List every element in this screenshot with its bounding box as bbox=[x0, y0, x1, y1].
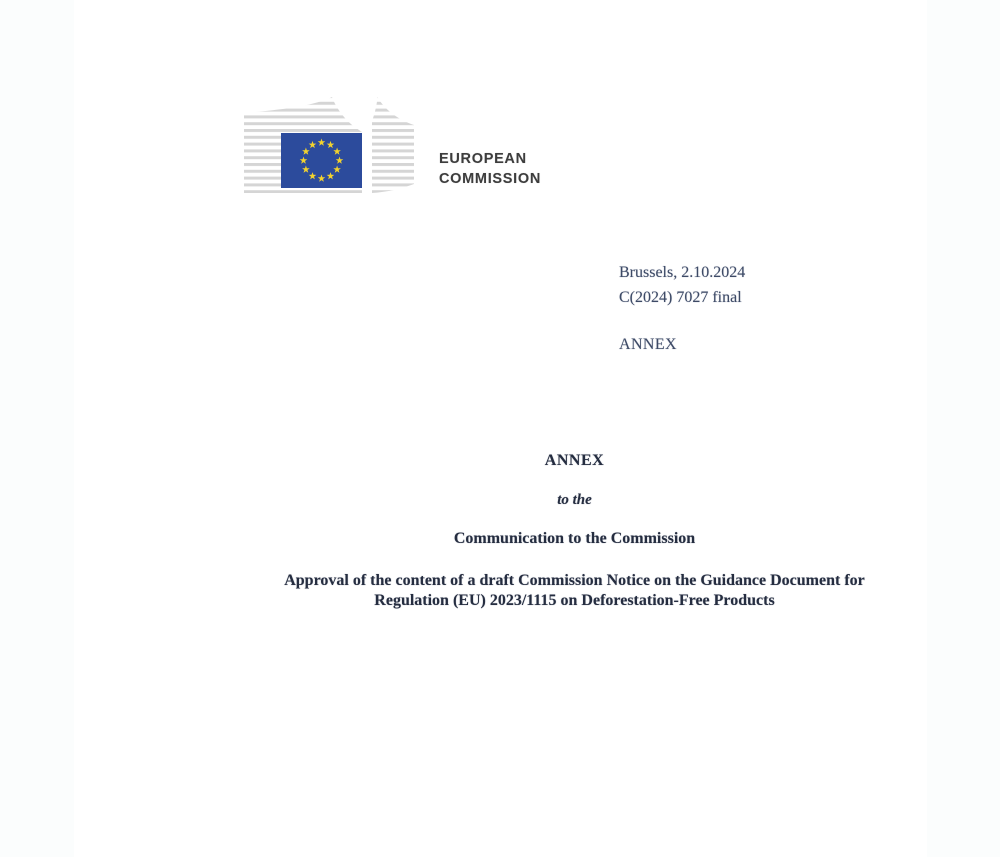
document-info bbox=[619, 260, 745, 357]
annex-label: ANNEX bbox=[619, 336, 677, 353]
title-block bbox=[148, 452, 1000, 611]
document-title-line2: Regulation (EU) 2023/1115 on Deforestation-Free Products bbox=[374, 592, 775, 609]
document-title-line1: Approval of the content of a draft Commission Notice on the Guidance Document for bbox=[284, 572, 865, 589]
communication-heading: Communication to the Commission bbox=[453, 530, 696, 547]
reference-number: C(2024) 7027 final bbox=[619, 289, 742, 306]
dateline: Brussels, 2.10.2024 bbox=[619, 264, 746, 281]
annex-subtitle: to the bbox=[557, 492, 592, 508]
logo-wordmark-line2: COMMISSION bbox=[439, 171, 542, 187]
european-commission-logo bbox=[244, 95, 420, 195]
logo-right-building-stripes bbox=[372, 97, 414, 193]
logo-wordmark bbox=[439, 149, 541, 189]
document-page bbox=[74, 0, 927, 857]
annex-heading: ANNEX bbox=[544, 452, 605, 469]
document-title bbox=[148, 571, 1000, 611]
logo-wordmark-line1: EUROPEAN bbox=[439, 151, 527, 167]
